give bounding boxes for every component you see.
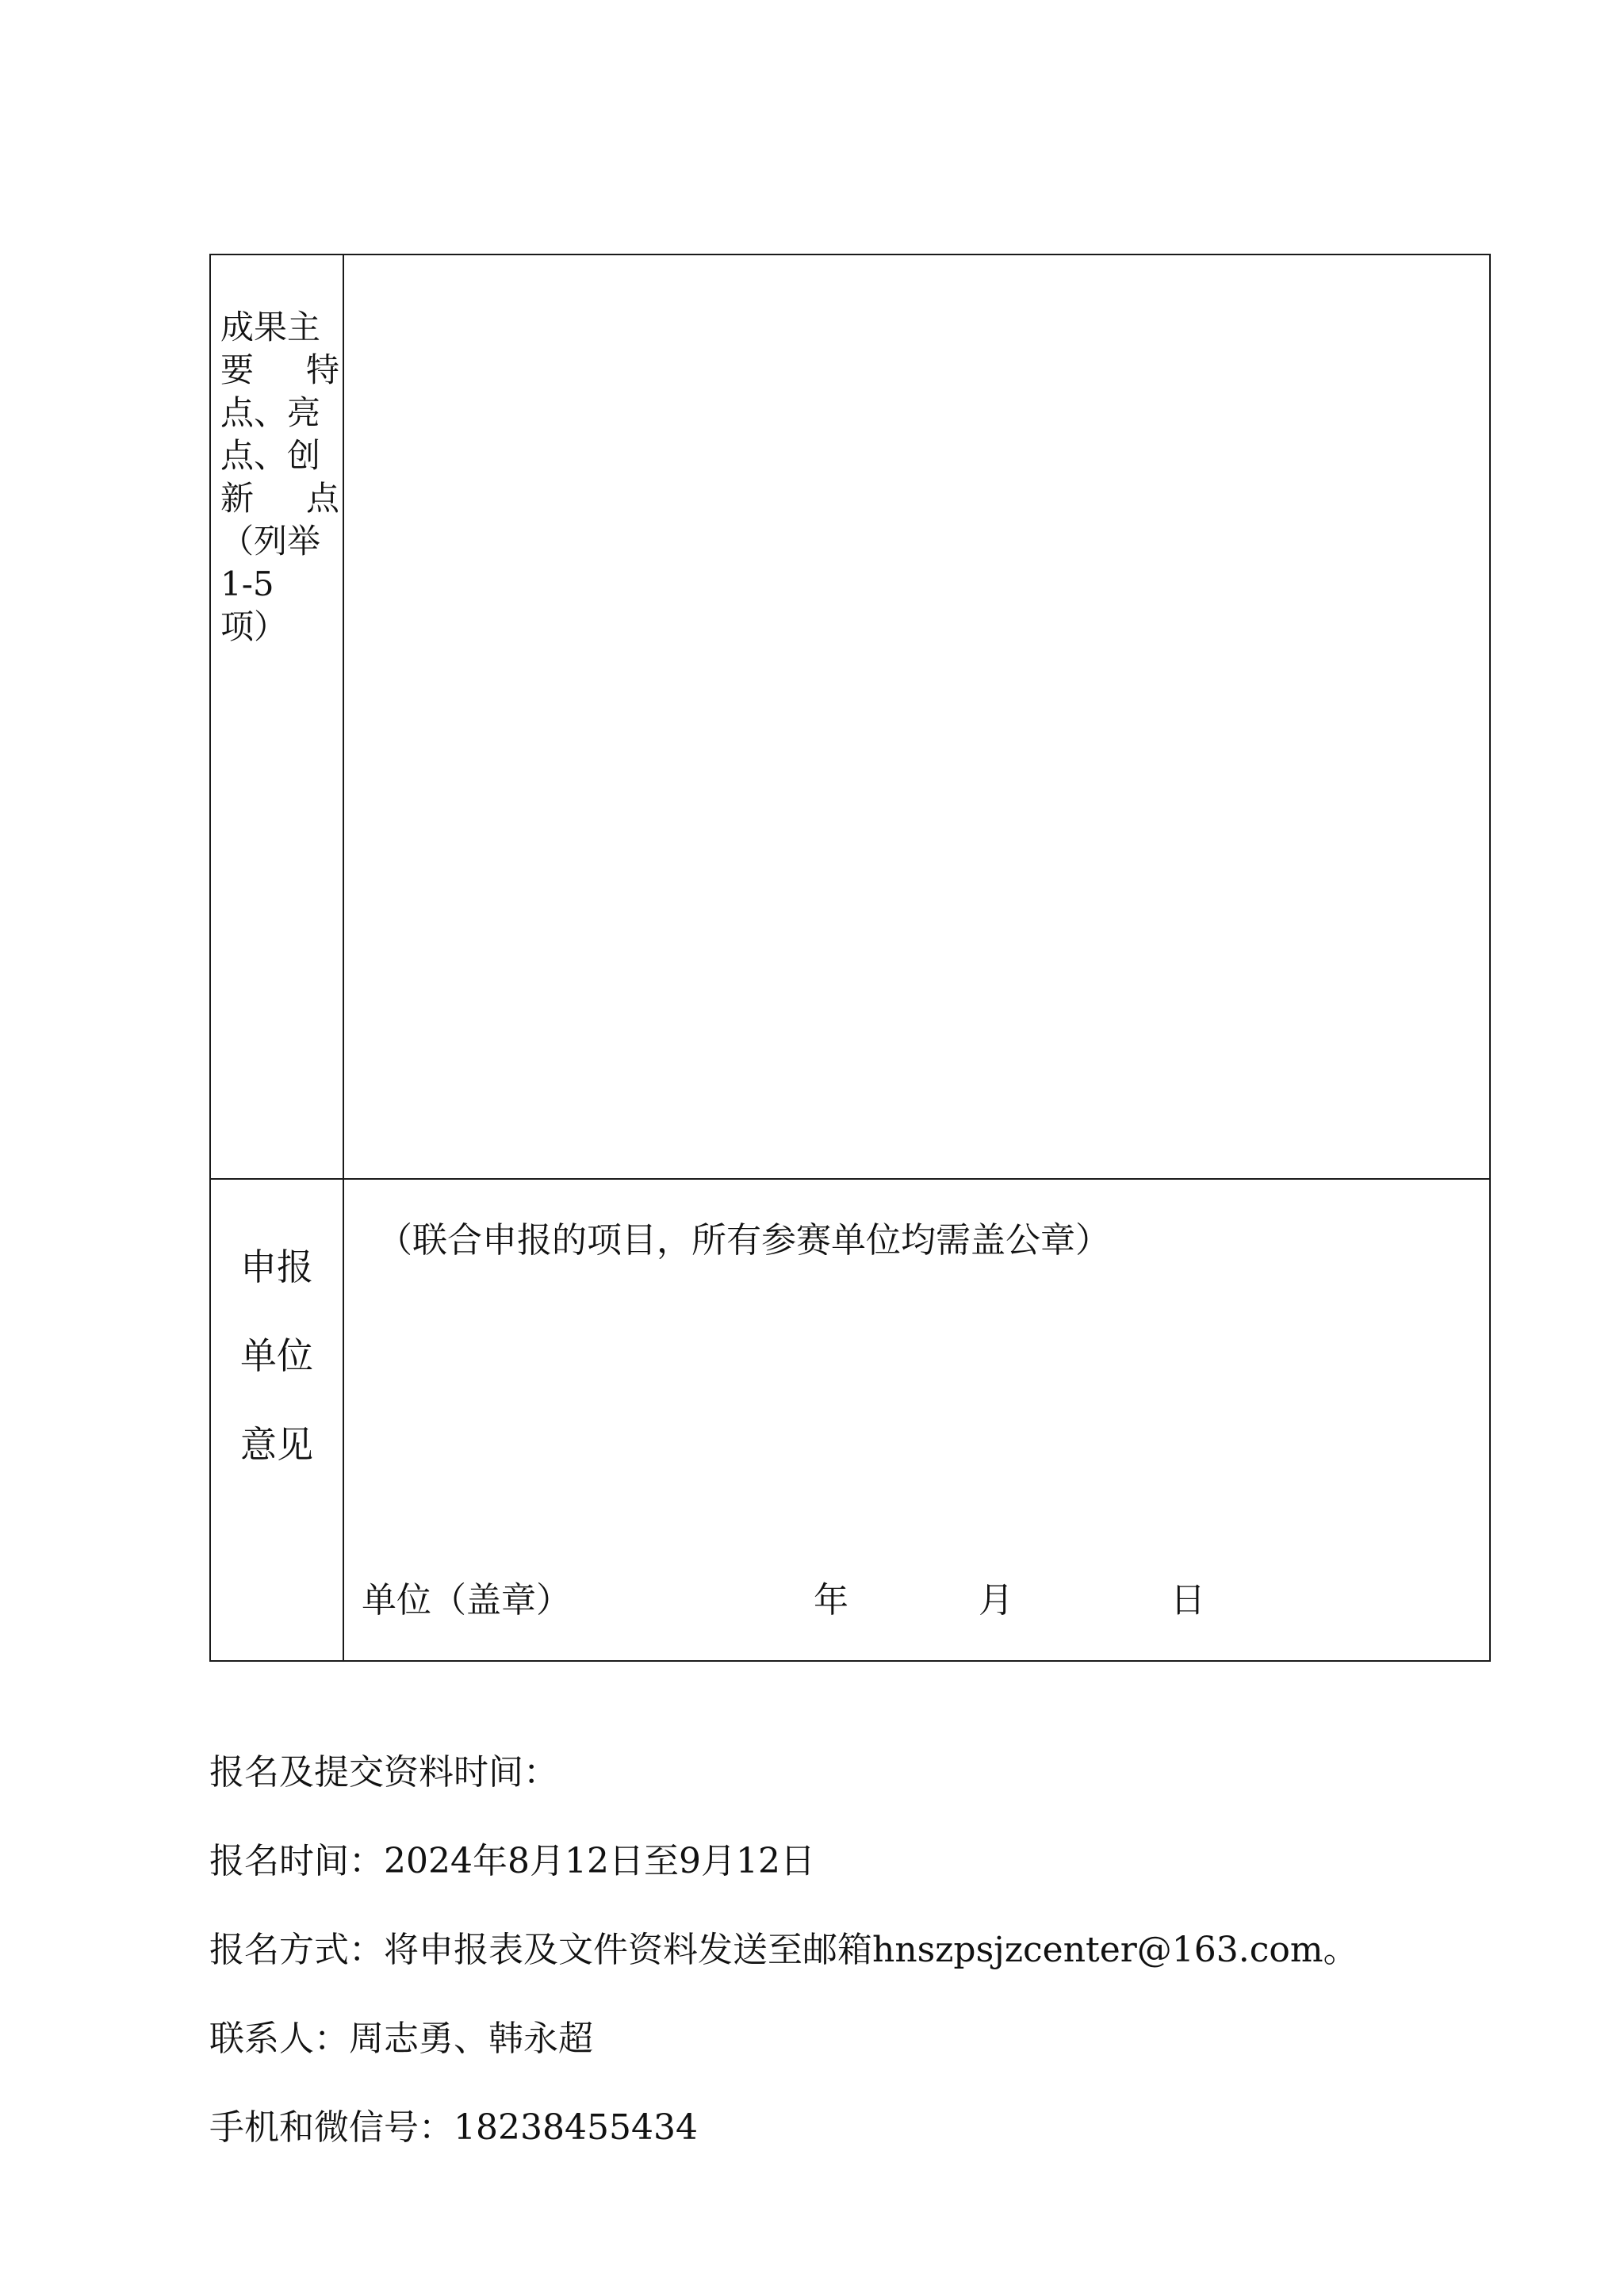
registration-method: 报名方式：将申报表及文件资料发送至邮箱hnszpsjzcenter@163.com。: [209, 1930, 1358, 1970]
opinion-label-line: 意见: [240, 1423, 313, 1466]
date-month-label: 月: [979, 1580, 1013, 1621]
application-form-table: [209, 254, 1491, 1662]
date-day-label: 日: [1170, 1580, 1205, 1621]
contact-persons: 联系人：周志勇、韩永超: [209, 2019, 593, 2059]
registration-time: 报名时间：2024年8月12日至9月12日: [209, 1841, 815, 1881]
opinion-label-line: 申报: [240, 1246, 313, 1288]
features-label-line: （列举: [220, 522, 321, 561]
opinion-label: [211, 1223, 343, 1489]
features-label-line: 点、亮: [220, 393, 321, 432]
joint-application-note: （联合申报的项目，所有参赛单位均需盖公章）: [377, 1220, 1110, 1261]
seal-label: 单位（盖章）: [362, 1580, 571, 1621]
features-label-line: 成果主: [220, 308, 321, 346]
features-label-line: 要 特: [220, 350, 339, 389]
features-label-line: 新 点: [220, 479, 339, 518]
registration-info: [209, 1728, 1557, 2172]
date-year-label: 年: [814, 1580, 848, 1621]
features-label-line: 项）: [220, 607, 288, 646]
info-heading: 报名及提交资料时间：: [209, 1752, 558, 1793]
features-label-line: 点、创: [220, 436, 321, 475]
features-label: [220, 306, 339, 649]
row-divider: [211, 1178, 1489, 1180]
phone-wechat: 手机和微信号：18238455434: [209, 2107, 698, 2148]
features-label-line: 1-5: [220, 564, 274, 603]
column-divider: [343, 255, 344, 1660]
opinion-label-line: 单位: [240, 1334, 313, 1377]
